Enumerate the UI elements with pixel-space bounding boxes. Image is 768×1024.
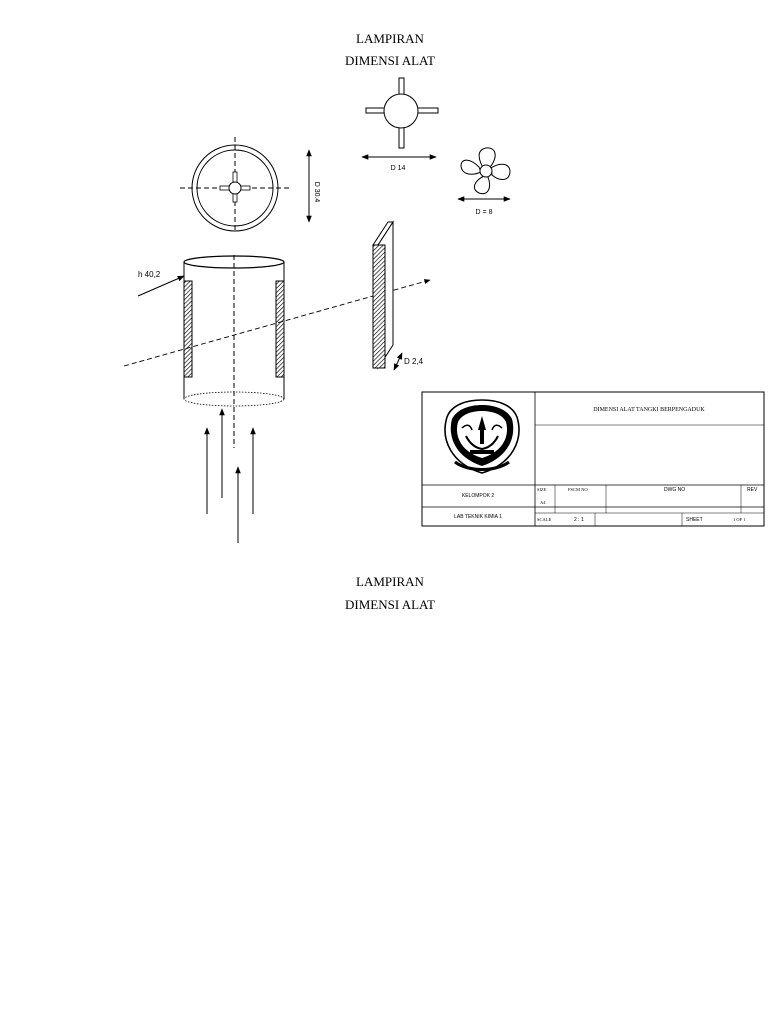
- tank-diameter-dimension: [309, 150, 320, 222]
- rev-label: REV: [747, 487, 758, 493]
- dwg-no-label: DWG NO: [664, 487, 686, 493]
- page-title-repeat: LAMPIRAN: [356, 574, 424, 589]
- tank-top-view: [180, 137, 291, 232]
- sheet-value: 1 OF 1: [733, 517, 746, 522]
- lab-name: LAB TEKNIK KIMIA 1: [454, 514, 502, 520]
- title-block: [422, 392, 764, 526]
- size-label: SIZE: [537, 487, 547, 492]
- group-name: KELOMPOK 2: [461, 493, 495, 499]
- flow-arrows: [207, 409, 253, 543]
- scale-value: 2 : 1: [574, 517, 584, 523]
- drawing-title: DIMENSI ALAT TANGKI BERPENGADUK: [593, 407, 705, 413]
- page-subtitle: DIMENSI ALAT: [345, 53, 435, 68]
- tank-diameter-label: D 30.4: [313, 181, 320, 203]
- paddle-diameter-label: D 14: [390, 165, 406, 172]
- scale-label: SCALE: [537, 517, 552, 522]
- tank-height-label: h 40,2: [138, 270, 161, 279]
- fscm-label: FSCM NO: [568, 487, 588, 492]
- page-subtitle-repeat: DIMENSI ALAT: [345, 597, 435, 612]
- baffle-detail: [373, 222, 424, 370]
- university-seal-icon: [445, 400, 519, 473]
- baffle-right: [276, 281, 284, 377]
- propeller-diameter-label: D = 8: [475, 209, 493, 216]
- sheet-label: SHEET: [686, 517, 703, 523]
- propeller-icon: [458, 148, 510, 216]
- page-title: LAMPIRAN: [356, 31, 424, 46]
- tank-side-view: [184, 255, 284, 448]
- baffle-width-label: D 2,4: [404, 357, 424, 366]
- size-value: A4: [540, 500, 546, 505]
- tank-height-dimension: [138, 270, 184, 296]
- paddle-impeller: [362, 78, 438, 172]
- baffle-left: [184, 281, 192, 377]
